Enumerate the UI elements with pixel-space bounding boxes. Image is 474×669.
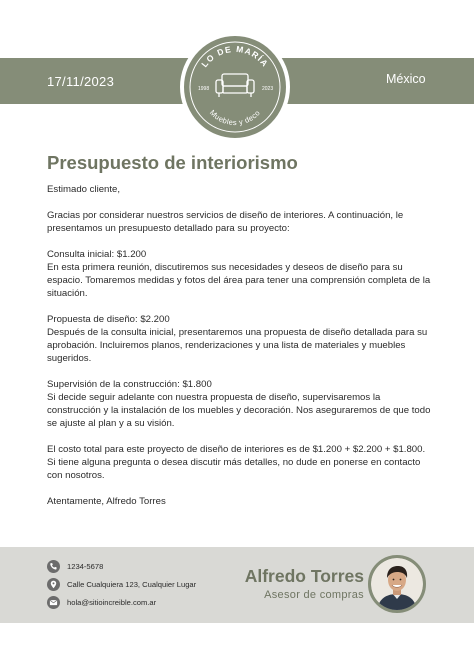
signature-role: Asesor de compras [264, 589, 364, 601]
header-country: México [386, 72, 426, 86]
item-line: espacio. Tomaremos medidas y fotos del área para tener una comprensión completa de la [47, 275, 431, 286]
contact-address [47, 578, 196, 591]
item-heading: Supervisión de la construcción: $1.800 [47, 379, 212, 390]
mail-icon [47, 596, 60, 609]
contact-email [47, 596, 156, 609]
svg-text:LO DE MARÍA [199, 44, 270, 69]
brand-logo-graphic [184, 36, 286, 138]
item-line: construcción y la instalación de los muebles y decoración. Nos aseguraremos de que todo [47, 405, 431, 416]
header-date: 17/11/2023 [47, 74, 115, 89]
greeting: Estimado cliente, [47, 184, 121, 195]
sofa-icon [216, 74, 254, 97]
brand-logo [180, 32, 290, 142]
item-line: Después de la consulta inicial, presentaremos una propuesta de diseño detallada para su [47, 327, 428, 338]
svg-text:Muebles y deco [208, 108, 262, 127]
item-line: Si decide seguir adelante con nuestra propuesta de diseño, supervisaremos la [47, 392, 381, 403]
phone-icon [47, 560, 60, 573]
document-title: Presupuesto de interiorismo [47, 152, 298, 173]
closing-line: con nosotros. [47, 470, 105, 481]
closing-line: El costo total para este proyecto de diseño de interiores es de $1.200 + $2.200 + $1.800. [47, 444, 426, 455]
signoff: Atentamente, Alfredo Torres [47, 496, 166, 507]
logo-name: LO DE MARÍA [199, 43, 271, 70]
avatar-portrait [371, 558, 423, 610]
document-body [47, 183, 437, 508]
closing-line: Si tiene alguna pregunta o desea discutir más detalles, no dude en ponerse en contacto [47, 457, 421, 468]
item-line: se ajuste al plan y a su visión. [47, 418, 175, 429]
item-heading: Propuesta de diseño: $2.200 [47, 314, 170, 325]
intro-line: presentamos un presupuesto detallado para su proyecto: [47, 223, 290, 234]
address-text: Calle Cualquiera 123, Cualquier Lugar [67, 580, 197, 589]
item-heading: Consulta inicial: $1.200 [47, 249, 147, 260]
logo-year-left: 1998 [198, 86, 210, 92]
item-line: sugeridos. [47, 353, 92, 364]
signature-name: Alfredo Torres [244, 566, 364, 586]
bottom-margin [0, 623, 474, 669]
phone-text: 1234-5678 [67, 562, 104, 571]
item-line: aprobación. Incluiremos planos, renderizaciones y una lista de materiales y muebles [47, 340, 406, 351]
location-pin-icon [47, 578, 60, 591]
email-text: hola@sitioincreible.com.ar [67, 598, 157, 607]
logo-tagline: Muebles y deco [207, 108, 263, 128]
contact-phone [47, 560, 103, 573]
item-line: situación. [47, 288, 88, 299]
logo-year-right: 2023 [262, 86, 274, 92]
avatar [368, 555, 426, 613]
item-line: En esta primera reunión, discutiremos sus necesidades y deseos de diseño para su [47, 262, 403, 273]
intro-line: Gracias por considerar nuestros servicios de diseño de interiores. A continuación, le [47, 210, 404, 221]
